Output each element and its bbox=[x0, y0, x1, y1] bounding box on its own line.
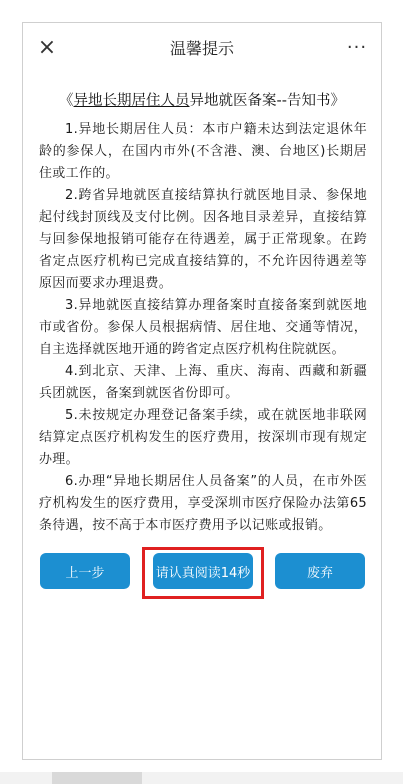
heading-prefix: 《 bbox=[59, 93, 74, 109]
document-heading bbox=[23, 89, 381, 110]
dialog-window bbox=[22, 22, 382, 760]
abandon-button[interactable]: 废弃 bbox=[275, 553, 365, 589]
bottom-tab bbox=[52, 772, 142, 784]
title-bar bbox=[23, 23, 381, 71]
paragraph-3: 3.异地就医直接结算办理备案时直接备案到就医地市或省份。参保人员根据病情、居住地、交通等情况，自主选择就医地开通的跨省定点医疗机构住院就医。 bbox=[39, 298, 367, 357]
document-body bbox=[39, 119, 367, 537]
paragraph-6: 6.办理“异地长期居住人员备案”的人员，在市外医疗机构发生的医疗费用，享受深圳市医疗保险办法第65条待遇，按不高于本市医疗费用予以记账或报销。 bbox=[39, 474, 367, 533]
prev-step-button[interactable]: 上一步 bbox=[40, 553, 130, 589]
paragraph-4: 4.到北京、天津、上海、重庆、海南、西藏和新疆兵团就医，备案到就医省份即可。 bbox=[39, 364, 367, 401]
more-icon[interactable]: ··· bbox=[346, 36, 368, 58]
paragraph-1: 1.异地长期居住人员：本市户籍未达到法定退休年龄的参保人，在国内市外(不含港、澳、台地区)长期居住或工作的。 bbox=[39, 122, 367, 181]
heading-underlined: 异地长期居住人员 bbox=[73, 93, 190, 109]
heading-suffix: 异地就医备案--告知书》 bbox=[189, 93, 345, 109]
paragraph-5: 5.未按规定办理登记备案手续，或在就医地非联网结算定点医疗机构发生的医疗费用，按深圳市现有规定办理。 bbox=[39, 408, 367, 467]
read-countdown-button[interactable]: 请认真阅读14秒 bbox=[153, 553, 253, 589]
paragraph-2: 2.跨省异地就医直接结算执行就医地目录、参保地起付线封顶线及支付比例。因各地目录差异，直接结算与回参保地报销可能存在待遇差，属于正常现象。在跨省定点医疗机构已完成直接结算的，不允许因待遇差等原因而要求办理退费。 bbox=[39, 188, 367, 291]
button-row bbox=[23, 553, 381, 591]
close-icon[interactable]: × bbox=[37, 34, 57, 60]
window-title: 温馨提示 bbox=[169, 38, 234, 58]
